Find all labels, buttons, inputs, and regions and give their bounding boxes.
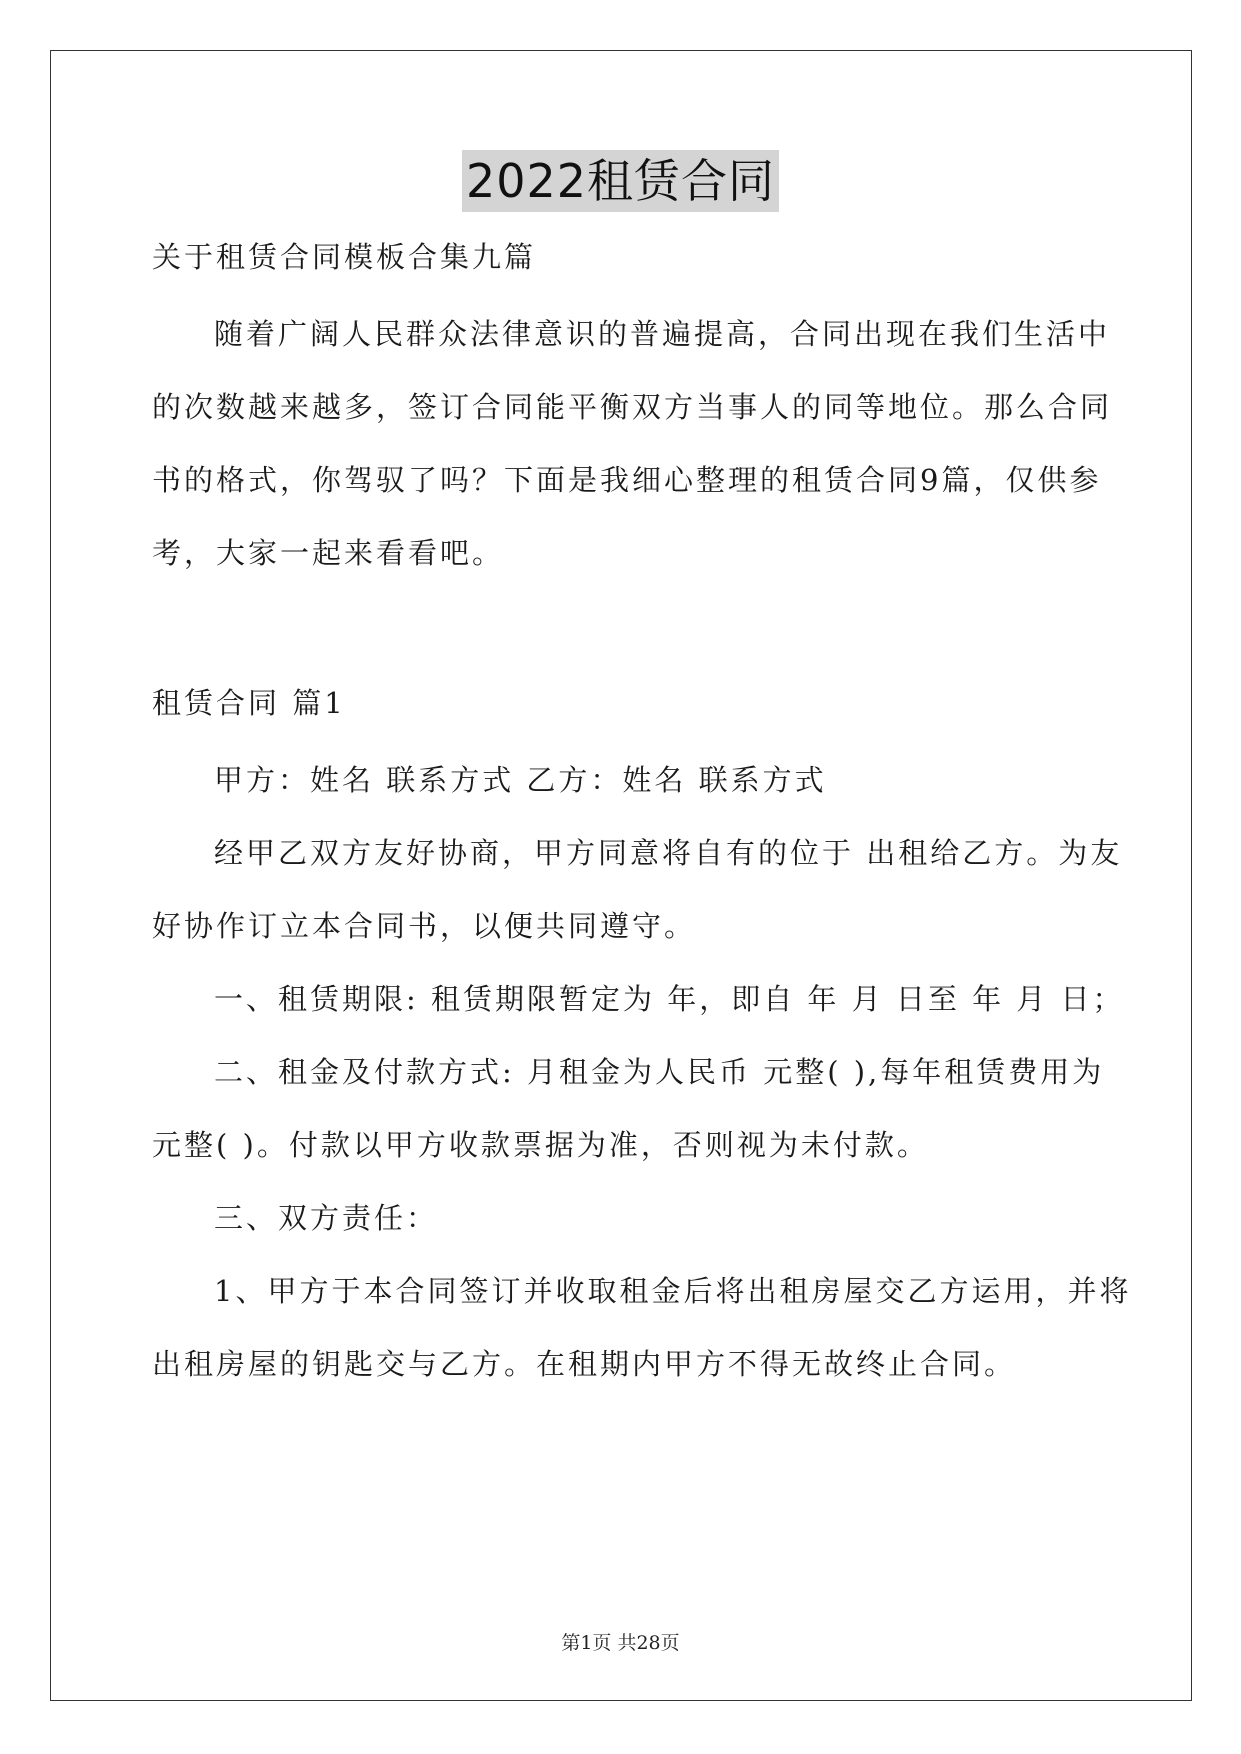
intro-line-1: 随着广阔人民群众法律意识的普遍提高，合同出现在我们生活中 <box>214 317 1111 351</box>
document-title: 2022租赁合同 <box>462 150 779 212</box>
page-footer: 第1页 共28页 <box>561 1632 680 1654</box>
intro-line-3: 书的格式，你驾驭了吗？下面是我细心整理的租赁合同9篇，仅供参 <box>152 463 1102 497</box>
document-subtitle: 关于租赁合同模板合集九篇 <box>152 240 537 274</box>
body-line-3: 好协作订立本合同书，以便共同遵守。 <box>152 909 697 943</box>
body-line-9: 出租房屋的钥匙交与乙方。在租期内甲方不得无故终止合同。 <box>152 1347 1017 1381</box>
body-line-1: 甲方：姓名 联系方式 乙方：姓名 联系方式 <box>214 763 827 797</box>
intro-line-4: 考，大家一起来看看吧。 <box>152 536 505 570</box>
body-line-5: 二、租金及付款方式: 月租金为人民币 元整( ),每年租赁费用为 <box>214 1055 1105 1089</box>
body-line-7: 三、双方责任： <box>214 1201 439 1235</box>
body-line-4: 一、租赁期限: 租赁期限暂定为 年，即自 年 月 日至 年 月 日； <box>214 982 1125 1016</box>
section-heading: 租赁合同 篇1 <box>152 686 346 720</box>
body-line-6: 元整( )。付款以甲方收款票据为准，否则视为未付款。 <box>152 1128 929 1162</box>
body-line-2: 经甲乙双方友好协商，甲方同意将自有的位于 出租给乙方。为友 <box>214 836 1123 870</box>
intro-line-2: 的次数越来越多，签订合同能平衡双方当事人的同等地位。那么合同 <box>152 390 1113 424</box>
page-border <box>50 50 1192 1701</box>
body-line-8: 1、甲方于本合同签订并收取租金后将出租房屋交乙方运用，并将 <box>214 1274 1132 1308</box>
title-container <box>0 150 1241 212</box>
